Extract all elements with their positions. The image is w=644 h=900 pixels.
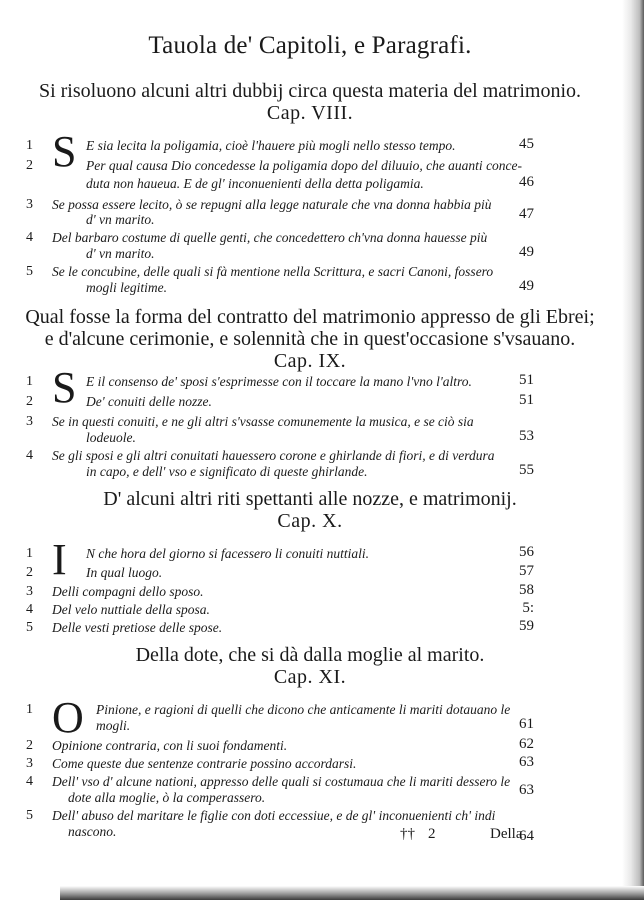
chapter-x-header: [0, 488, 620, 532]
page-number: 53: [519, 428, 534, 444]
toc-entry-continuation: [0, 782, 620, 808]
entry-number: 4: [26, 602, 33, 617]
entry-text: Per qual causa Dio concedesse la poligamia dopo del diluuio, che auanti conce-: [86, 158, 523, 173]
page-number: 51: [519, 372, 534, 388]
page-edge-shadow: [622, 0, 644, 900]
page-bottom-shadow: [60, 886, 644, 900]
entry-text: Pinione, e ragioni di quelli che dicono che anticamente li mariti dotauano le: [96, 702, 511, 717]
chapter-heading: e d'alcune cerimonie, e solennità che in quest'occasione s'vsauano.: [44, 328, 576, 350]
page-number: 64: [519, 828, 534, 844]
entry-number: 1: [26, 702, 33, 717]
page-number: 46: [519, 174, 534, 190]
page-number: 63: [519, 782, 534, 798]
entry-text: E sia lecita la poligamia, cioè l'hauere più mogli nello stesso tempo.: [86, 138, 456, 153]
page-number: 45: [519, 136, 534, 152]
entry-text: Delli compagni dello sposo.: [52, 584, 204, 599]
entry-text: Se le concubine, delle quali si fà mentione nella Scrittura, e sacri Canoni, fossero: [52, 264, 494, 279]
chapter-heading: Si risoluono alcuni altri dubbij circa questa materia del matrimonio.: [38, 80, 582, 102]
toc-entry: [0, 392, 620, 412]
chapter-number: Cap. XI.: [273, 666, 347, 688]
drop-cap-initial: O: [52, 693, 84, 742]
entry-number: 4: [26, 448, 33, 463]
chapter-heading: Qual fosse la forma del contratto del matrimonio appresso de gli Ebrei;: [25, 306, 595, 328]
catchword: Della: [490, 826, 523, 842]
entry-text: E il consenso de' sposi s'esprimesse con il toccare la mano l'vno l'altro.: [86, 374, 472, 389]
entry-number: 1: [26, 546, 33, 561]
chapter-number: Cap. IX.: [273, 350, 347, 372]
page-number: 57: [519, 563, 534, 579]
entry-number: 2: [26, 394, 33, 409]
chapter-viii-header: [0, 80, 620, 124]
entry-number: 2: [26, 565, 33, 580]
drop-cap-initial: S: [52, 363, 77, 412]
signature-mark: ††: [400, 826, 415, 842]
toc-entry-continuation: [0, 206, 620, 230]
toc-entry: [0, 600, 620, 620]
drop-cap-initial: S: [52, 127, 77, 176]
entry-number: 1: [26, 138, 33, 153]
chapter-heading: Della dote, che si dà dalla moglie al marito.: [135, 644, 485, 666]
page-number: 49: [519, 278, 534, 294]
entry-text: Se possa essere lecito, ò se repugni alla legge naturale che vna donna habbia più: [52, 197, 492, 212]
chapter-xi-header: [0, 644, 620, 688]
entry-number: 4: [26, 774, 33, 789]
entry-text: Se gli sposi e gli altri conuitati hauessero corone e ghirlande di fiori, e di verdura: [52, 448, 495, 463]
entry-text: d' vn marito.: [86, 246, 155, 261]
entry-number: 4: [26, 230, 33, 245]
entry-text: Delle vesti pretiose delle spose.: [52, 620, 223, 635]
entry-number: 3: [26, 197, 33, 212]
entry-text: mogli.: [96, 718, 131, 733]
entry-number: 2: [26, 158, 33, 173]
toc-entry-continuation: [0, 822, 620, 842]
entry-text: d' vn marito.: [86, 212, 155, 227]
chapter-number: Cap. VIII.: [266, 102, 354, 124]
toc-entry-continuation: [0, 174, 620, 194]
toc-entry: [0, 618, 620, 638]
entry-text: Dell' vso d' alcune nationi, appresso delle quali si costumaua che li mariti dessero le: [52, 774, 511, 789]
entry-text: Se in questi conuiti, e ne gli altri s'vsasse comunemente la musica, e se ciò sia: [52, 414, 474, 429]
page-number: 58: [519, 582, 534, 598]
entry-text: mogli legitime.: [86, 280, 167, 295]
entry-number: 2: [26, 738, 33, 753]
toc-entry: [0, 156, 620, 176]
page-number: 63: [519, 754, 534, 770]
page-number: 51: [519, 392, 534, 408]
entry-text: Del velo nuttiale della sposa.: [52, 602, 210, 617]
entry-text: Dell' abuso del maritare le figlie con doti eccessiue, e de gl' inconuenienti ch' indi: [52, 808, 496, 823]
page-number: 56: [519, 544, 534, 560]
entry-text: nascono.: [68, 824, 117, 839]
page-number: 55: [519, 462, 534, 478]
entry-text: lodeuole.: [86, 430, 136, 445]
entry-number: 5: [26, 808, 33, 823]
entry-text: Del barbaro costume di quelle genti, che concedettero ch'vna donna hauesse più: [52, 230, 488, 245]
page-number: 61: [519, 716, 534, 732]
entry-number: 5: [26, 620, 33, 635]
chapter-number: Cap. X.: [277, 510, 343, 532]
toc-entry: [0, 736, 620, 756]
page-number: 62: [519, 736, 534, 752]
toc-entry: [0, 754, 620, 774]
entry-number: 1: [26, 374, 33, 389]
entry-number: 3: [26, 414, 33, 429]
entry-text: Opinione contraria, con li suoi fondamenti.: [52, 738, 288, 753]
entry-text: N che hora del giorno si facessero li conuiti nuttiali.: [86, 546, 369, 561]
toc-entry-continuation: [0, 278, 620, 298]
entry-number: 3: [26, 584, 33, 599]
entry-text: in capo, e dell' vso e significato di queste ghirlande.: [86, 464, 368, 479]
signature-number: 2: [428, 826, 436, 842]
page-number: 47: [519, 206, 534, 222]
chapter-heading: D' alcuni altri riti spettanti alle nozze, e matrimonij.: [103, 488, 517, 510]
page-number: 49: [519, 244, 534, 260]
entry-text: De' conuiti delle nozze.: [86, 394, 212, 409]
toc-entry: [0, 563, 620, 583]
chapter-ix-header: [0, 306, 620, 372]
entry-text: In qual luogo.: [86, 565, 163, 580]
entry-text: duta non haueua. E de gl' inconuenienti della detta poligamia.: [86, 176, 424, 191]
entry-text: dote alla moglie, ò la comperassero.: [68, 790, 266, 805]
toc-entry: [0, 582, 620, 602]
entry-number: 3: [26, 756, 33, 771]
toc-entry-continuation: [0, 244, 620, 264]
page-number: 5:: [522, 600, 534, 616]
toc-entry-continuation: [0, 716, 620, 736]
toc-entry-continuation: [0, 462, 620, 482]
toc-entry-continuation: [0, 428, 620, 448]
entry-text: Come queste due sentenze contrarie possino accordarsi.: [52, 756, 357, 771]
page-title: Tauola de' Capitoli, e Paragrafi.: [148, 32, 472, 59]
page-number: 59: [519, 618, 534, 634]
drop-cap-initial: I: [52, 535, 67, 584]
entry-number: 5: [26, 264, 33, 279]
